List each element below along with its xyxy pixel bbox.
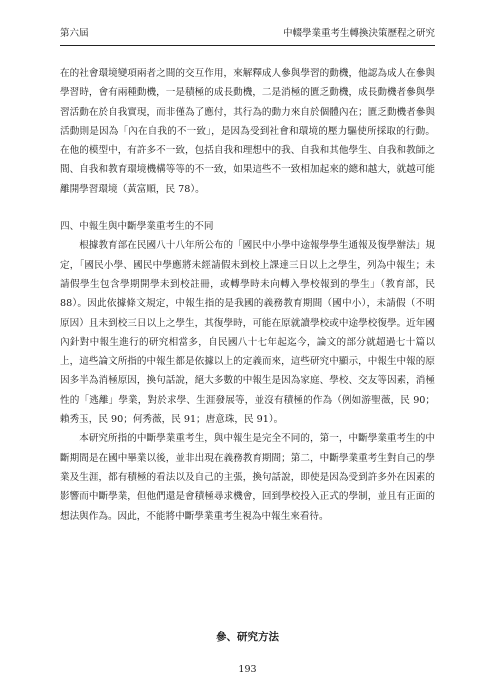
header-rule (60, 45, 435, 46)
running-title: 中輟學業重考生轉換決策歷程之研究 (282, 28, 435, 39)
body-text (60, 64, 435, 526)
section-heading-4: 四、中報生與中斷學業重考生的不同 (60, 221, 214, 233)
section-title-methods: 參、研究方法 (216, 631, 279, 643)
page-number: 193 (238, 664, 257, 675)
paragraph-dropout-definition: 根據教育部在民國八十八年所公布的「國民中小學中途報學學生通報及復學辦法」規定，「國民小學、國民中學應將未經請假未到校上課達三日以上之學生，列為中報生；未請假學生包含學期開學未到校註冊，或轉學時未向轉入學校報到的學生」（教育部，民 88）。因此依據條文規定，中報生指的是我國的義務教育期間（國中小），未請假（不明原因）且未到校三日以上之學生，其復學時，可能在原就讀學校或中途學校復學。近年國內針對中報生進行的研究相當多，自民國八十七年起迄今，論文的部分就超過七十篇以上，這些論文所指的中報生都是依據以上的定義而來，這些研究中顯示，中報生中報的原因多半為消極原因，換句話說，絕大多數的中報生是因為家庭、學校、交友等因素，消極性的「逃離」學業，對於求學、生涯發展等，並沒有積極的作為（例如游聖薇，民 90；賴秀玉，民 90；何秀薇，民 91；唐意珠，民 91）。 (60, 240, 435, 426)
paragraph-retake-students: 本研究所指的中斷學業重考生，與中報生是完全不同的，第一，中斷學業重考生的中斷期間是在國中畢業以後，並非出現在義務教育期間；第二，中斷學業重考生對自己的學業及生涯，都有積極的看法以及自己的主張，換句話說，即使是因為受到許多外在因素的影響而中斷學業，但他們還是會積極尋求機會，回到學校投入正式的學制，並且有正面的想法與作為。因此，不能將中斷學業重考生視為中報生來看待。 (60, 433, 435, 522)
paragraph-motivation: 在的社會環境變項兩者之間的交互作用，來解釋成人參與學習的動機，他認為成人在參與學習時，會有兩種動機，一是積極的成長動機，二是消極的匱乏動機，成長動機者參與學習活動在於自我實現，而非僅為了應付，其行為的動力來自於個體內在；匱乏動機者參與活動則是因為「內在自我的不一致」，是因為受到社會和環境的壓力驅使所採取的行動。在他的模型中，有許多不一致，包括自我和理想中的我、自我和其他學生、自我和教師之間、自我和教育環境機構等等的不一致，如果這些不一致相加起來的總和越大，就越可能離開學習環境（黃富順，民 78）。 (60, 68, 435, 195)
running-header (60, 26, 435, 42)
issue-label: 第六屆 (60, 28, 89, 39)
